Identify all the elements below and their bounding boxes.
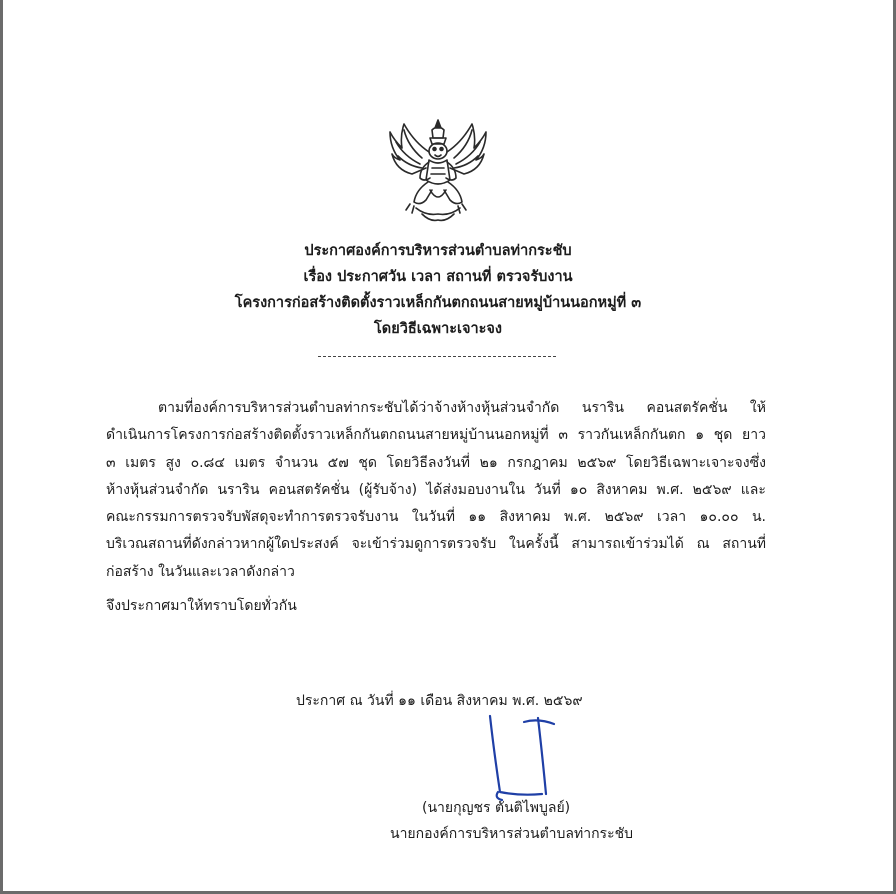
body-word: วันที่ [534, 481, 561, 498]
body-word: คอนสตรัคชั่น [268, 481, 350, 498]
body-word: เมตร [234, 454, 266, 471]
body-word: สิงหาคม [499, 509, 551, 526]
body-word: ๑๑ [468, 509, 487, 526]
body-word: ห้างหุ้นส่วนจำกัด [106, 481, 209, 498]
body-word: พ.ศ. [564, 509, 592, 526]
signer-name: (นายกุญชร ตันติไพบูลย์) [422, 800, 571, 816]
body-word: (ผู้รับจ้าง) [358, 481, 418, 498]
body-word: น. [751, 509, 766, 526]
body-word: ตามที่องค์การบริหารส่วนตำบลท่ากระชับได้ว่าจ้างห้างหุ้นส่วนจำกัด [158, 400, 560, 416]
body-word: พ.ศ. [656, 481, 684, 498]
body-word: นราริน [581, 400, 624, 416]
body-word: คอนสตรัคชั่น [646, 400, 728, 416]
header-separator [318, 356, 556, 357]
body-word: เวลา [657, 509, 687, 526]
body-word: สถานที่ [722, 536, 766, 553]
body-word: ในครั้งนี้ [508, 536, 559, 553]
body-word: ๓ [106, 454, 116, 471]
body-word: ชุด [713, 427, 733, 444]
body-word: และ [740, 481, 766, 498]
announcement-title: ประกาศองค์การบริหารส่วนตำบลท่ากระชับ [304, 243, 572, 259]
handwritten-signature [480, 712, 564, 804]
body-word: ๑ [695, 427, 705, 444]
body-line [106, 450, 766, 477]
body-word: ๒๑ [479, 454, 498, 471]
body-word: สูง [165, 454, 181, 471]
document-body [106, 395, 766, 586]
body-word: ๒๕๖๙ [604, 509, 644, 526]
body-word: ๕๗ [327, 454, 349, 471]
body-word: เมตร [125, 454, 156, 471]
body-word: จะเข้าร่วมดูการตรวจรับ [351, 536, 497, 553]
body-word: สามารถเข้าร่วมได้ [571, 536, 684, 553]
body-word: ราวกันเหล็กกันตก [577, 427, 686, 444]
body-word: ๒๕๖๙ [577, 454, 617, 471]
project-name: โครงการก่อสร้างติดตั้งราวเหล็กกันตกถนนสายหมู่บ้านนอกหมู่ที่ ๓ [234, 295, 642, 311]
body-word: ๑๐.๐๐ [699, 509, 739, 526]
body-word: ๒๕๖๙ [692, 481, 732, 498]
body-word: ณ [696, 536, 710, 553]
body-word: บริเวณสถานที่ดังกล่าวหากผู้ใดประสงค์ [106, 536, 339, 553]
body-word: คณะกรรมการตรวจรับพัสดุจะทำการตรวจรับงาน [106, 509, 399, 526]
body-word: ยาว [742, 427, 766, 444]
body-word: โดยวิธีเฉพาะเจาะจงซึ่ง [626, 454, 766, 471]
body-line [106, 395, 766, 422]
body-word: ได้ส่งมอบงานใน [426, 481, 525, 498]
document-header [100, 238, 776, 342]
body-word: ดำเนินการโครงการก่อสร้างติดตั้งราวเหล็กกันตกถนนสายหมู่บ้านนอกหมู่ที่ [106, 427, 549, 444]
closing-statement: จึงประกาศมาให้ทราบโดยทั่วกัน [106, 598, 297, 614]
body-line [106, 422, 766, 449]
body-word: กรกฎาคม [507, 454, 568, 471]
body-word: ๑๐ [569, 481, 588, 498]
page-border-left [0, 0, 3, 894]
body-line [106, 477, 766, 504]
body-line [106, 531, 766, 558]
body-word: ๓ [558, 427, 568, 444]
announcement-date: ประกาศ ณ วันที่ ๑๑ เดือน สิงหาคม พ.ศ. ๒๕๖๙ [296, 693, 583, 709]
body-line [106, 504, 766, 531]
body-word: โดยวิธีลงวันที่ [386, 454, 470, 471]
body-word: สิงหาคม [596, 481, 648, 498]
body-word: ชุด [358, 454, 378, 471]
body-word: ให้ [749, 400, 766, 416]
procurement-method: โดยวิธีเฉพาะเจาะจง [374, 321, 502, 337]
body-word: ในวันที่ [411, 509, 455, 526]
body-word: นราริน [217, 481, 260, 498]
announcement-subject: เรื่อง ประกาศวัน เวลา สถานที่ ตรวจรับงาน [303, 269, 573, 285]
signer-title: นายกองค์การบริหารส่วนตำบลท่ากระชับ [390, 826, 633, 842]
body-word: จำนวน [274, 454, 318, 471]
body-word: ๐.๘๔ [190, 454, 225, 471]
body-line: ก่อสร้าง ในวันและเวลาดังกล่าว [106, 563, 295, 580]
garuda-emblem-icon [386, 118, 490, 224]
